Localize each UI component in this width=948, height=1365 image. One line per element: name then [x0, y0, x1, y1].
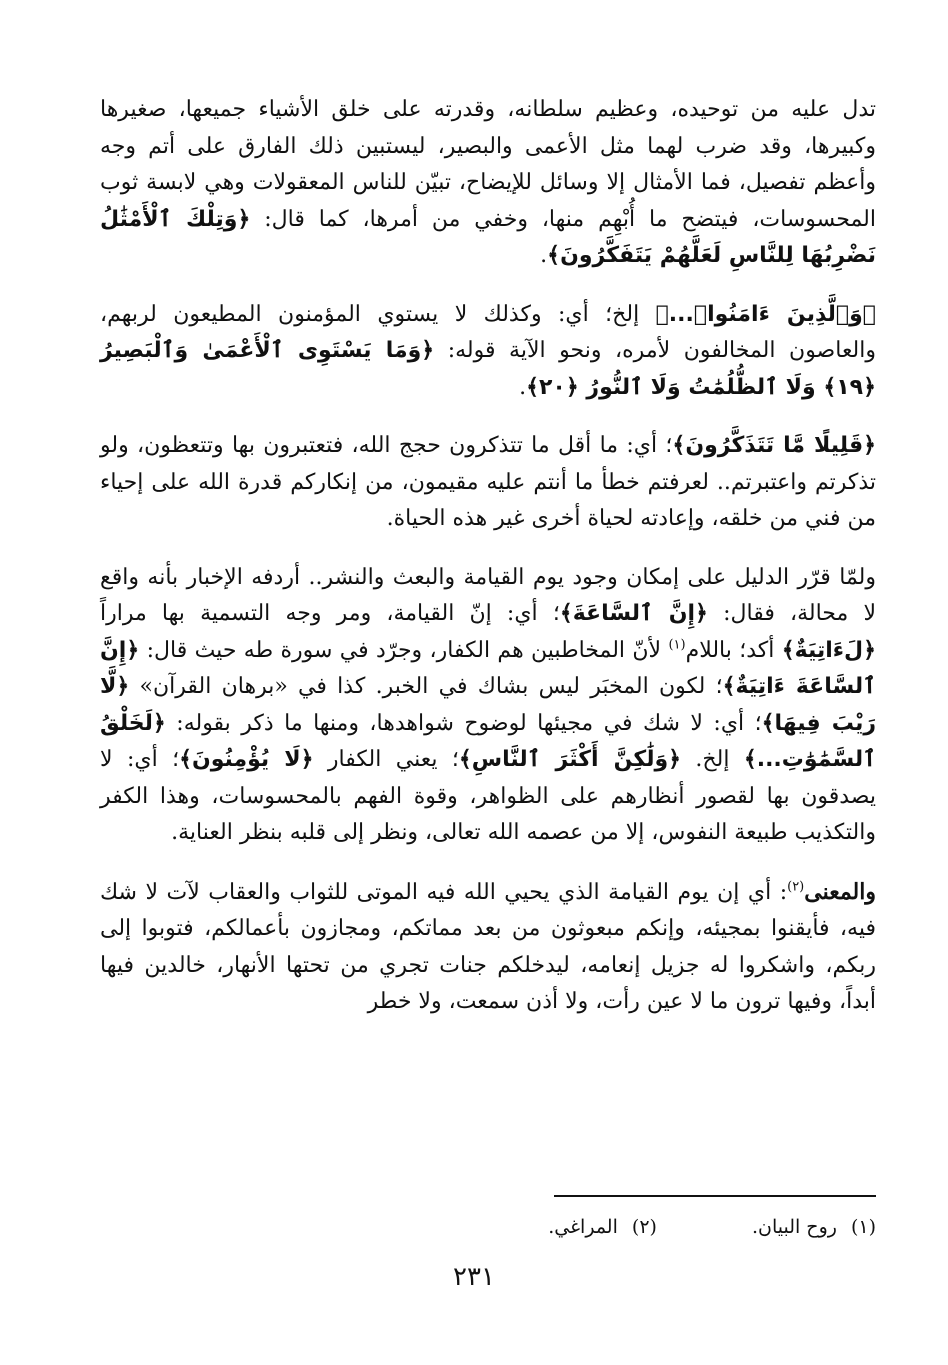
paragraph-5 [100, 874, 876, 1021]
bold-heading: والمعنى [804, 878, 876, 905]
quran-verse: ﴿إِنَّ ٱلسَّاعَةَ﴾ [559, 601, 708, 626]
paragraph-1 [100, 92, 876, 275]
text-segment: ؛ يعني الكفار [313, 747, 459, 772]
quran-verse: ﴿وَتِلْكَ ٱلْأَمْثَٰلُ نَضْرِبُهَا لِلنَّاسِ لَعَلَّهُمْ يَتَفَكَّرُونَ﴾ [100, 206, 876, 268]
text-segment: تدل عليه من توحيده، وعظيم سلطانه، وقدرته على خلق الأشياء جميعها، صغيرها وكبيرها، وقد ضرب لهما مثل الأعمى والبصير، ليستبين ذلك الفارق على أتم وجه وأعظم تفصيل، فما الأمثال إلا وسائل للإيضاح، تبيّن للناس المعقولات وهي لابسة ثوب المحسوسات، فيتضح ما أُبْهِم منها، وخفي من أمرها، كما قال: [100, 97, 876, 232]
text-segment: . [519, 374, 527, 400]
footnote-item [548, 1216, 657, 1238]
footnote-number: (١) [850, 1216, 876, 1238]
footnote-item [752, 1216, 876, 1238]
text-segment: ؛ لكون المخبَر ليس بشاك في الخبر. كذا في «برهان القرآن» [129, 674, 723, 699]
quran-verse: ﴿وَلَٰكِنَّ أَكْثَرَ ٱلنَّاسِ﴾ [458, 747, 682, 772]
text-segment: أكد؛ باللام [685, 637, 782, 663]
page-body [100, 92, 876, 1039]
footnote-text: روح البيان. [751, 1216, 837, 1238]
quran-verse: ﴿لَخَلْقُ ٱلسَّمَٰوَٰتِ...﴾ [100, 710, 876, 772]
paragraph-4 [100, 560, 876, 852]
text-segment: ولمّا قرّر الدليل على إمكان وجود يوم القيامة والبعث والنشر.. أردفه الإخبار بأنه واقع لا محالة، فقال: [100, 564, 877, 626]
quran-verse: ﴿وَٱلَّذِينَ ءَامَنُوا۟...﴾ [655, 301, 877, 327]
paragraph-3 [100, 428, 876, 538]
text-segment: : أي إن يوم القيامة الذي يحيي الله فيه الموتى للثواب والعقاب لآت لا شك فيه، فأيقنوا بمجيئه، وإنكم مبعوثون من بعد مماتكم، ومجازون بأعمالكم، فتوبوا إلى ربكم، واشكروا له جزيل إنعامه، ليدخلكم جنات تجري من تحتها الأنهار، خالدين فيها أبداً، وفيها ترون ما لا عين رأت، ولا أذن سمعت، ولا خطر [100, 879, 876, 1014]
quran-verse: ﴿قَلِيلًا مَّا تَتَذَكَّرُونَ﴾ [672, 433, 876, 458]
text-segment: ؛ أي: لا شك في مجيئها لوضوح شواهدها، ومنها ما ذكر بقوله: [165, 710, 762, 736]
text-segment: لأنّ المخاطبين هم الكفار، وجرّد في سورة طه حيث قال: [139, 637, 669, 663]
text-segment: إلخ؛ أي: وكذلك لا يستوي المؤمنون المطيعون لربهم، والعاصون المخالفون لأمره، ونحو الآية قوله: [100, 301, 876, 363]
footnotes [316, 1216, 876, 1238]
text-segment: . [540, 243, 548, 268]
footnote-marker: (٢) [787, 879, 805, 895]
text-segment: ؛ أي: إنّ القيامة، ومر وجه التسمية بها مراراً [100, 601, 560, 626]
page-number: ٢٣١ [453, 1262, 495, 1292]
text-segment: ؛ أي: ما أقل ما تتذكرون حجج الله، فتعتبرون بها وتتعظون، ولو تذكرتم واعتبرتم.. لعرفتم خطأ ما أنتم عليه مقيمون، من إنكاركم قدرة الله على إحياء من فني من خلقه، وإعادته لحياة أخرى غير هذه الحياة. [100, 433, 876, 531]
footnote-text: المراغي. [548, 1216, 618, 1238]
footnote-divider [554, 1195, 876, 1197]
text-segment: إلخ. [681, 747, 744, 772]
text-segment: ؛ أي: لا يصدقون بها لقصور أنظارهم على الظواهر، وقوة الفهم بالمحسوسات، وهذا الكفر والتكذيب طبيعة النفوس، إلا من عصمه الله تعالى، ونظر إلى قلبه بنظر العناية. [100, 747, 876, 845]
quran-verse: ﴿لَءَاتِيَةٌ﴾ [781, 637, 877, 663]
quran-verse: ﴿لَّا رَيْبَ فِيهَا﴾ [100, 674, 877, 736]
quran-verse: ﴿إِنَّ ٱلسَّاعَةَ ءَاتِيَةٌ﴾ [100, 637, 876, 699]
footnote-marker: (١) [668, 637, 686, 653]
footnote-number: (٢) [631, 1216, 657, 1238]
quran-verse: ﴿وَمَا يَسْتَوِى ٱلْأَعْمَىٰ وَٱلْبَصِيرُ ﴿١٩﴾ وَلَا ٱلظُّلُمَٰتُ وَلَا ٱلنُّورُ ﴿٢٠﴾ [100, 338, 876, 400]
paragraph-2 [100, 297, 876, 407]
quran-verse: ﴿لَا يُؤْمِنُونَ﴾ [179, 747, 314, 772]
